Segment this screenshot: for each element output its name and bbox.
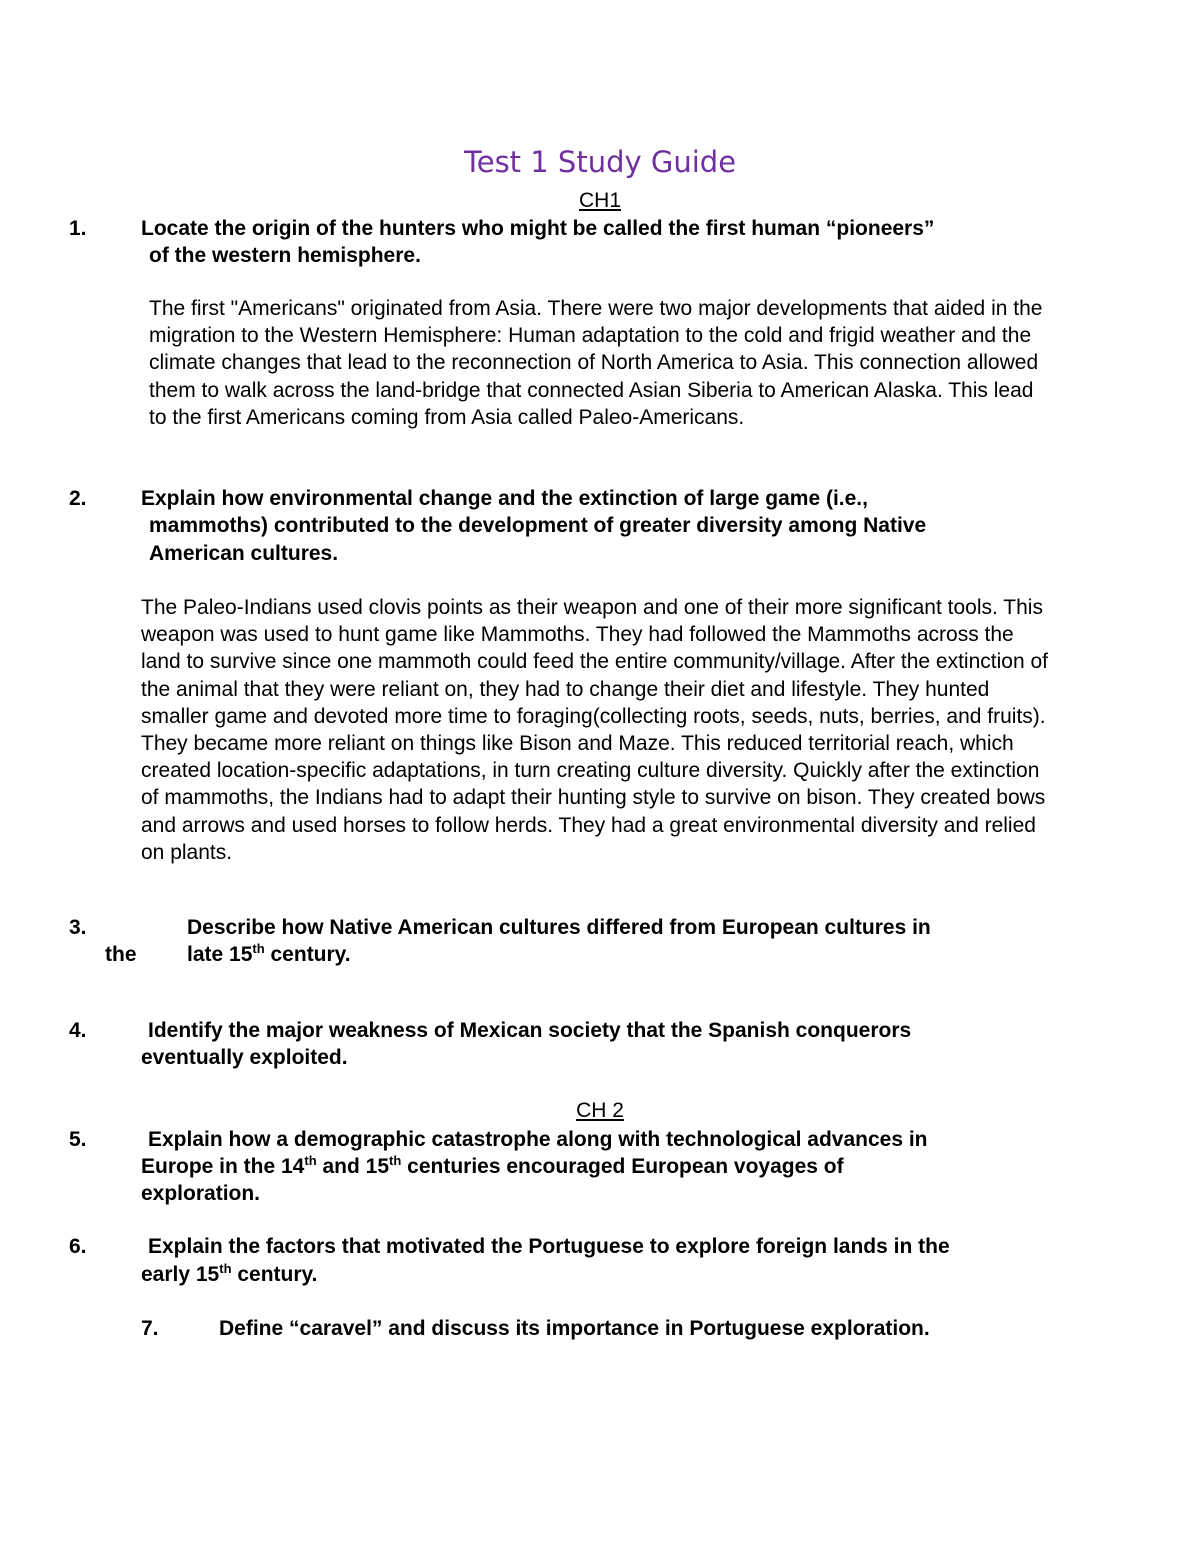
page-title: Test 1 Study Guide [463, 145, 737, 179]
question-number: 2. [69, 487, 87, 510]
question-number: 6. [69, 1235, 87, 1258]
question-number: 4. [69, 1019, 87, 1042]
question-5-line-3: exploration. [141, 1182, 261, 1205]
question-5-line-1: Explain how a demographic catastrophe along with technological advances in [148, 1128, 928, 1151]
question-5-line-2: Europe in the 14th and 15th centuries encouraged European voyages of [141, 1153, 844, 1178]
question-2-line-1: Explain how environmental change and the extinction of large game (i.e., [141, 487, 868, 510]
section-heading-ch2: CH 2 [576, 1099, 624, 1122]
question-number: 5. [69, 1128, 87, 1151]
question-2-line-2: mammoths) contributed to the development of greater diversity among Native [149, 514, 927, 537]
question-2-line-3: American cultures. [149, 542, 339, 565]
question-1-line-1: Locate the origin of the hunters who might be called the first human “pioneers” [141, 217, 935, 240]
question-4-line-2: eventually exploited. [141, 1046, 348, 1069]
question-6-line-1: Explain the factors that motivated the Portuguese to explore foreign lands in the [148, 1235, 950, 1258]
question-number: 3. [69, 916, 87, 939]
question-6-line-2: early 15th century. [141, 1261, 318, 1286]
question-number: 7. [141, 1317, 159, 1340]
section-heading-ch1: CH1 [578, 189, 621, 212]
question-4-line-1: Identify the major weakness of Mexican society that the Spanish conquerors [148, 1019, 912, 1042]
question-3-line-2: late 15th century. [187, 941, 351, 966]
answer-2: The Paleo-Indians used clovis points as their weapon and one of their more significant tools. This weapon was used to hunt game like Mammoths. They had followed the Mammoths across the land to survive since one mammoth could feed the entire community/village. After the extinction of the animal that they were reliant on, they had to change their diet and lifestyle. They hunted smaller game and devoted more time to foraging(collecting roots, seeds, nuts, berries, and fruits). They became more reliant on things like Bison and Maze. This reduced territorial reach, which created location-specific adaptations, in turn creating culture diversity. Quickly after the extinction of mammoths, the Indians had to adapt their hunting style to survive on bison. They created bows and arrows and used horses to follow herds. They had a great environmental diversity and relied on plants. [141, 596, 1048, 864]
question-7-line-1: Define “caravel” and discuss its importance in Portuguese exploration. [219, 1317, 930, 1340]
question-3-line-1: Describe how Native American cultures differed from European cultures in [187, 916, 931, 939]
question-3-word-the: the [105, 943, 137, 966]
question-number: 1. [69, 217, 87, 240]
question-1-line-2: of the western hemisphere. [149, 244, 421, 267]
answer-1: The first "Americans" originated from Asia. There were two major developments that aided in the migration to the Western Hemisphere: Human adaptation to the cold and frigid weather and the climate changes that lead to the reconnection of North America to Asia. This connection allowed them to walk across the land-bridge that connected Asian Siberia to American Alaska. This lead to the first Americans coming from Asia called Paleo-Americans. [149, 297, 1043, 429]
